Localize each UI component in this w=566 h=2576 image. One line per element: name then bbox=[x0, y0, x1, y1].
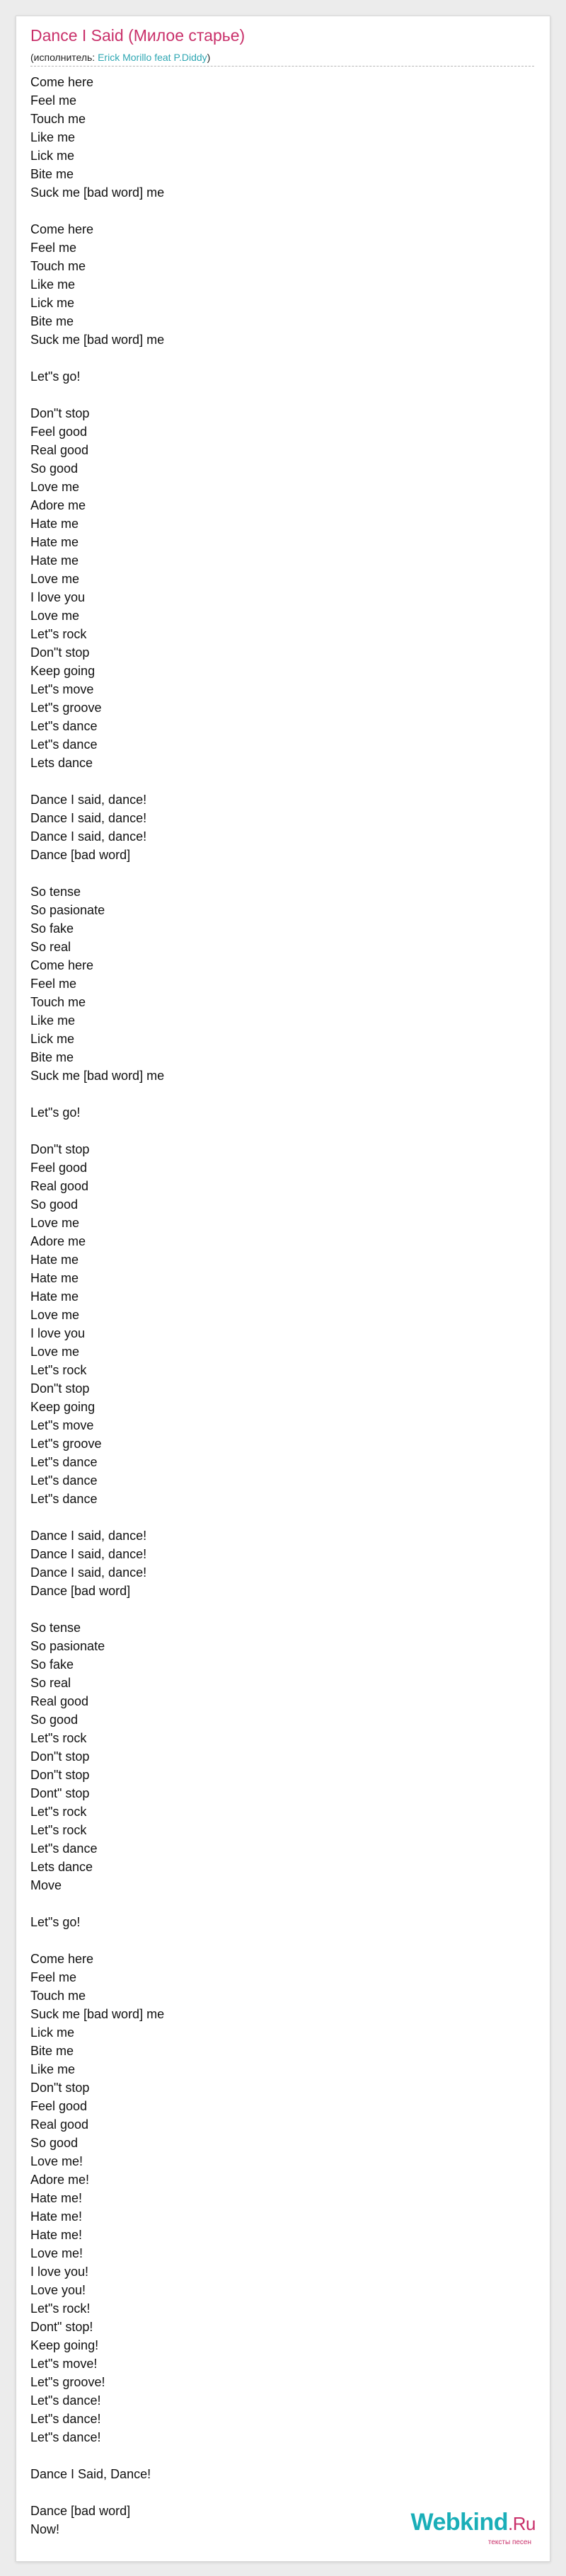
song-title: Dance I Said (Милое старье) bbox=[30, 26, 246, 45]
lyric-line: Keep going bbox=[30, 1400, 96, 1414]
lyric-line bbox=[30, 349, 526, 367]
lyric-line: Bite me bbox=[30, 2044, 74, 2058]
lyric-line: Now! bbox=[30, 2522, 60, 2536]
lyric-line bbox=[30, 386, 526, 404]
lyric-line: Let"s rock bbox=[30, 1823, 87, 1837]
lyric-line bbox=[30, 772, 526, 790]
lyric-line: Bite me bbox=[30, 1050, 74, 1064]
lyric-line: Don"t stop bbox=[30, 1142, 90, 1156]
lyric-line: So pasionate bbox=[30, 903, 105, 917]
lyric-line: Dance I Said, Dance! bbox=[30, 2467, 151, 2481]
lyric-line: Love me bbox=[30, 1216, 80, 1230]
lyric-line: Adore me! bbox=[30, 2173, 90, 2187]
lyric-line: Feel good bbox=[30, 425, 88, 439]
lyric-line: Lets dance bbox=[30, 756, 93, 770]
lyric-line: Let"s dance bbox=[30, 1473, 98, 1488]
lyric-line: Love me bbox=[30, 572, 80, 586]
lyric-line: Dont" stop bbox=[30, 1786, 90, 1800]
artist-suffix: ) bbox=[207, 52, 211, 63]
lyric-line: Bite me bbox=[30, 167, 74, 181]
logo-tld: .Ru bbox=[508, 2513, 536, 2534]
lyric-line: Like me bbox=[30, 2062, 76, 2076]
lyric-line: Feel good bbox=[30, 2099, 88, 2113]
lyric-line: Hate me bbox=[30, 517, 79, 531]
lyric-line: Come here bbox=[30, 222, 94, 236]
lyric-line: Let"s dance! bbox=[30, 2393, 101, 2408]
site-logo[interactable] bbox=[408, 2509, 536, 2551]
lyric-line: Let"s dance bbox=[30, 719, 98, 733]
lyric-line: Let"s dance bbox=[30, 1841, 98, 1856]
lyric-line: Hate me bbox=[30, 553, 79, 568]
lyric-line: Let"s groove bbox=[30, 701, 102, 715]
lyric-line: Come here bbox=[30, 1952, 94, 1966]
lyric-line: Love me bbox=[30, 1308, 80, 1322]
logo-wordmark bbox=[410, 2509, 536, 2536]
lyric-line: Let"s dance! bbox=[30, 2412, 101, 2426]
lyric-line: Dance I said, dance! bbox=[30, 829, 147, 844]
lyric-line: Suck me [bad word] me bbox=[30, 185, 165, 200]
lyric-line: I love you bbox=[30, 1326, 86, 1340]
lyric-line: So good bbox=[30, 1197, 79, 1212]
lyric-line: Dance I said, dance! bbox=[30, 793, 147, 807]
lyric-line: Hate me! bbox=[30, 2228, 83, 2242]
lyrics-card bbox=[16, 16, 550, 2562]
lyric-line: Like me bbox=[30, 277, 76, 292]
lyric-line: Dance [bad word] bbox=[30, 1584, 131, 1598]
lyrics-text bbox=[30, 73, 526, 2538]
lyric-line: So good bbox=[30, 461, 79, 476]
lyric-line: Dance I said, dance! bbox=[30, 1529, 147, 1543]
lyric-line: Let"s move bbox=[30, 682, 94, 696]
lyric-line: So real bbox=[30, 940, 71, 954]
lyric-line: Touch me bbox=[30, 995, 86, 1009]
lyric-line: Love me bbox=[30, 480, 80, 494]
lyric-line: Real good bbox=[30, 443, 89, 457]
lyric-line: Dance I said, dance! bbox=[30, 811, 147, 825]
lyric-line: I love you! bbox=[30, 2265, 89, 2279]
lyric-line: Feel me bbox=[30, 977, 77, 991]
logo-brand: Webkind bbox=[410, 2509, 509, 2536]
lyric-line: So good bbox=[30, 1713, 79, 1727]
lyric-line: Don"t stop bbox=[30, 1768, 90, 1782]
lyric-line: Feel me bbox=[30, 1970, 77, 1984]
lyric-line: Hate me bbox=[30, 1289, 79, 1304]
lyric-line: Keep going! bbox=[30, 2338, 99, 2352]
lyric-line: Let"s groove! bbox=[30, 2375, 105, 2389]
lyric-line: Touch me bbox=[30, 112, 86, 126]
lyric-line: Love you! bbox=[30, 2283, 86, 2297]
lyric-line bbox=[30, 864, 526, 882]
lyric-line: Let"s rock bbox=[30, 1363, 87, 1377]
lyric-line: Dance [bad word] bbox=[30, 848, 131, 862]
lyric-line: Don"t stop bbox=[30, 2081, 90, 2095]
lyric-line: So real bbox=[30, 1676, 71, 1690]
lyric-line: Hate me bbox=[30, 1271, 79, 1285]
lyric-line bbox=[30, 1122, 526, 1140]
lyric-line: Don"t stop bbox=[30, 1381, 90, 1396]
lyric-line: Touch me bbox=[30, 259, 86, 273]
lyric-line: Hate me! bbox=[30, 2191, 83, 2205]
lyric-line: Like me bbox=[30, 1013, 76, 1028]
lyric-line: Love me bbox=[30, 609, 80, 623]
lyric-line bbox=[30, 1600, 526, 1618]
lyric-line bbox=[30, 1894, 526, 1913]
lyric-line: Come here bbox=[30, 75, 94, 89]
lyric-line: Lick me bbox=[30, 1032, 75, 1046]
lyric-line bbox=[30, 1508, 526, 1526]
lyric-line: Let"s move bbox=[30, 1418, 94, 1432]
lyric-line: Keep going bbox=[30, 664, 96, 678]
lyric-line: Lick me bbox=[30, 149, 75, 163]
lyric-line: Hate me! bbox=[30, 2209, 83, 2224]
lyric-line: Love me! bbox=[30, 2246, 83, 2260]
artist-prefix: (исполнитель: bbox=[30, 52, 98, 63]
lyric-line: Real good bbox=[30, 1694, 89, 1708]
lyric-line: Love me! bbox=[30, 2154, 83, 2168]
lyric-line: Dont" stop! bbox=[30, 2320, 93, 2334]
lyric-line: Dance [bad word] bbox=[30, 2504, 131, 2518]
lyric-line: Feel me bbox=[30, 241, 77, 255]
lyric-line: Hate me bbox=[30, 1253, 79, 1267]
lyric-line: Dance I said, dance! bbox=[30, 1547, 147, 1561]
lyric-line: Let"s dance bbox=[30, 1455, 98, 1469]
lyric-line: Bite me bbox=[30, 314, 74, 328]
lyric-line: Move bbox=[30, 1878, 62, 1892]
lyric-line: Lets dance bbox=[30, 1860, 93, 1874]
lyric-line: Let"s dance bbox=[30, 1492, 98, 1506]
title-divider bbox=[30, 66, 534, 67]
lyric-line: So good bbox=[30, 2136, 79, 2150]
lyric-line: Let"s go! bbox=[30, 1915, 81, 1929]
lyric-line bbox=[30, 1085, 526, 1103]
lyric-line: So fake bbox=[30, 921, 74, 936]
lyric-line: Feel good bbox=[30, 1161, 88, 1175]
lyric-line: Come here bbox=[30, 958, 94, 972]
lyric-line: Let"s go! bbox=[30, 1105, 81, 1120]
lyric-line: Hate me bbox=[30, 535, 79, 549]
lyric-line: Suck me [bad word] me bbox=[30, 333, 165, 347]
lyric-line: Let"s rock bbox=[30, 1805, 87, 1819]
lyric-line: Don"t stop bbox=[30, 406, 90, 420]
lyric-line: Adore me bbox=[30, 1234, 86, 1248]
lyric-line: Dance I said, dance! bbox=[30, 1565, 147, 1580]
artist-link[interactable]: Erick Morillo feat P.Diddy bbox=[98, 52, 207, 63]
lyric-line: Touch me bbox=[30, 1989, 86, 2003]
lyric-line bbox=[30, 202, 526, 220]
lyric-line: So tense bbox=[30, 1621, 81, 1635]
lyric-line: Feel me bbox=[30, 93, 77, 108]
artist-line bbox=[30, 52, 210, 63]
lyric-line: Let"s dance bbox=[30, 737, 98, 752]
lyric-line: Real good bbox=[30, 2117, 89, 2132]
lyric-line bbox=[30, 1931, 526, 1950]
lyric-line: Suck me [bad word] me bbox=[30, 2007, 165, 2021]
lyric-line: Don"t stop bbox=[30, 645, 90, 660]
lyric-line: Love me bbox=[30, 1345, 80, 1359]
lyric-line: Adore me bbox=[30, 498, 86, 512]
lyric-line: Lick me bbox=[30, 2025, 75, 2040]
lyric-line: Lick me bbox=[30, 296, 75, 310]
lyric-line: So tense bbox=[30, 885, 81, 899]
lyric-line: Let"s go! bbox=[30, 369, 81, 384]
lyric-line: Let"s dance! bbox=[30, 2430, 101, 2444]
logo-tagline: тексты песен bbox=[487, 2538, 531, 2546]
lyric-line bbox=[30, 2483, 526, 2502]
lyric-line: Let"s rock bbox=[30, 627, 87, 641]
lyric-line: Let"s rock bbox=[30, 1731, 87, 1745]
lyric-line: Suck me [bad word] me bbox=[30, 1069, 165, 1083]
lyric-line: Don"t stop bbox=[30, 1749, 90, 1764]
lyric-line: So fake bbox=[30, 1657, 74, 1672]
lyric-line: Real good bbox=[30, 1179, 89, 1193]
lyric-line: Let"s groove bbox=[30, 1437, 102, 1451]
lyric-line: Let"s rock! bbox=[30, 2301, 91, 2316]
lyric-line: Like me bbox=[30, 130, 76, 144]
lyric-line: Let"s move! bbox=[30, 2357, 98, 2371]
lyric-line bbox=[30, 2446, 526, 2465]
lyric-line: So pasionate bbox=[30, 1639, 105, 1653]
lyric-line: I love you bbox=[30, 590, 86, 604]
